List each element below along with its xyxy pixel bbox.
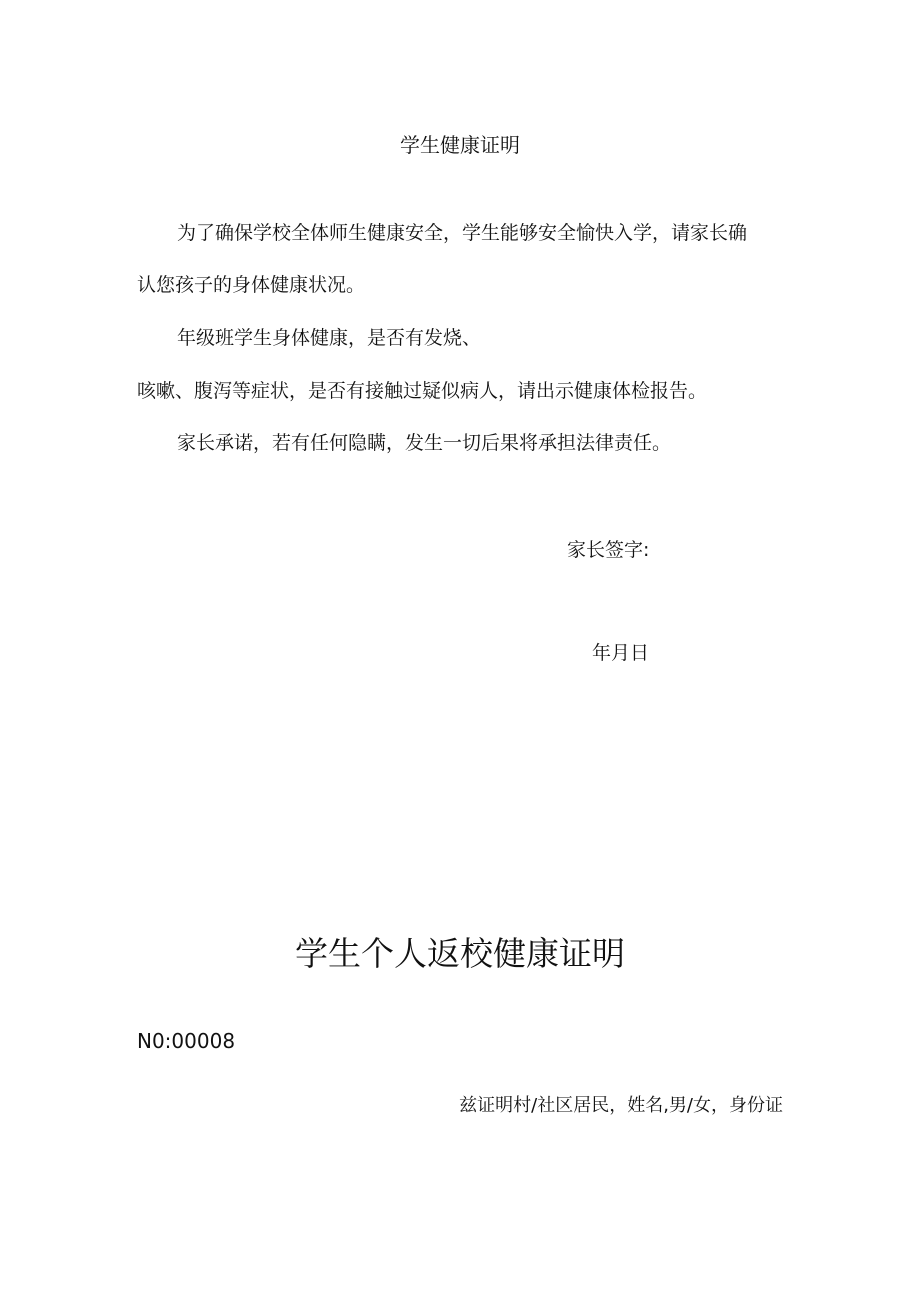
date-label: 年月日 (592, 642, 650, 664)
intro-paragraph-line-2: 认您孩子的身体健康状况。 (137, 274, 366, 296)
intro-paragraph-line-1: 为了确保学校全体师生健康安全，学生能够安全愉快入学，请家长确 (177, 222, 748, 244)
health-status-line-2: 咳嗽、腹泻等症状，是否有接触过疑似病人，请出示健康体检报告。 (137, 380, 708, 402)
return-to-school-certificate-title: 学生个人返校健康证明 (295, 934, 625, 973)
health-certificate-title: 学生健康证明 (400, 133, 520, 157)
parent-signature-label: 家长签字: (567, 539, 650, 561)
document-number: N0:00008 (137, 1029, 236, 1053)
certification-statement: 兹证明村/社区居民，姓名,男/女，身份证 (459, 1095, 783, 1116)
parent-commitment-paragraph: 家长承诺，若有任何隐瞒，发生一切后果将承担法律责任。 (177, 432, 672, 454)
health-status-line-1: 年级班学生身体健康，是否有发烧、 (177, 327, 482, 349)
